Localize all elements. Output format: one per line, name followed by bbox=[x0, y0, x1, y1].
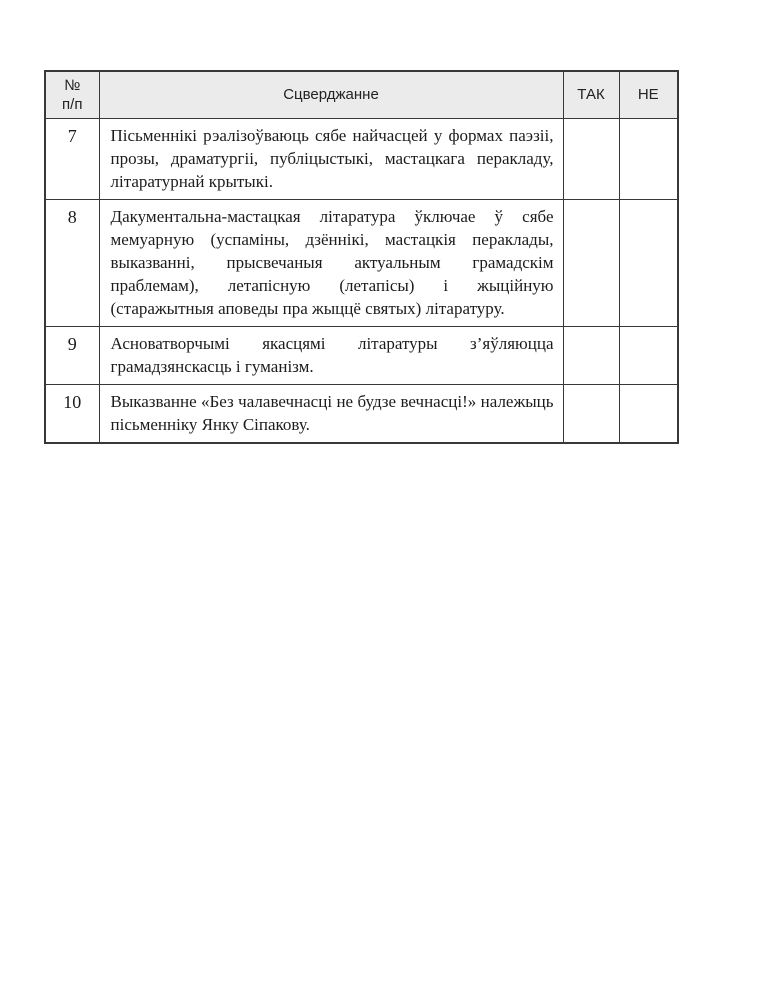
yes-answer-cell[interactable] bbox=[563, 199, 619, 326]
statement-cell: Выказванне «Без чалавечнасці не будзе вечнасці!» належыць пісьменніку Янку Сіпакову. bbox=[99, 384, 563, 443]
header-yes-column: ТАК bbox=[563, 71, 619, 118]
yes-answer-cell[interactable] bbox=[563, 384, 619, 443]
statements-table bbox=[44, 70, 679, 444]
yes-answer-cell[interactable] bbox=[563, 118, 619, 199]
row-number-cell: 8 bbox=[45, 199, 99, 326]
row-number-cell: 7 bbox=[45, 118, 99, 199]
header-number-line2: п/п bbox=[62, 95, 83, 113]
table-row bbox=[45, 199, 678, 326]
row-number-cell: 10 bbox=[45, 384, 99, 443]
yes-answer-cell[interactable] bbox=[563, 326, 619, 384]
header-number-line1: № bbox=[64, 76, 81, 94]
header-no-column: НЕ bbox=[619, 71, 678, 118]
no-answer-cell[interactable] bbox=[619, 199, 678, 326]
statement-cell: Пісьменнікі рэалізоўваюць сябе найчасцей у формах паэзіі, прозы, драматургіі, публіцыстыкі, мастацкага перакладу, літаратурнай крытыкі. bbox=[99, 118, 563, 199]
statement-cell: Асноватворчымі якасцямі літаратуры з’яўляюцца грамадзянскасць і гуманізм. bbox=[99, 326, 563, 384]
header-statement-column: Сцверджанне bbox=[99, 71, 563, 118]
no-answer-cell[interactable] bbox=[619, 384, 678, 443]
no-answer-cell[interactable] bbox=[619, 118, 678, 199]
table-header-row bbox=[45, 71, 678, 118]
header-number-column bbox=[45, 71, 99, 118]
statement-cell: Дакументальна-мастацкая літаратура ўключае ў сябе мемуарную (успаміны, дзённікі, мастацкія пераклады, выказванні, прысвечаныя актуальным грамадскім праблемам), летапісную (летапісы) і жыційную (старажытныя аповеды пра жыццё святых) літаратуру. bbox=[99, 199, 563, 326]
table-row bbox=[45, 384, 678, 443]
table-row bbox=[45, 118, 678, 199]
row-number-cell: 9 bbox=[45, 326, 99, 384]
table-row bbox=[45, 326, 678, 384]
no-answer-cell[interactable] bbox=[619, 326, 678, 384]
